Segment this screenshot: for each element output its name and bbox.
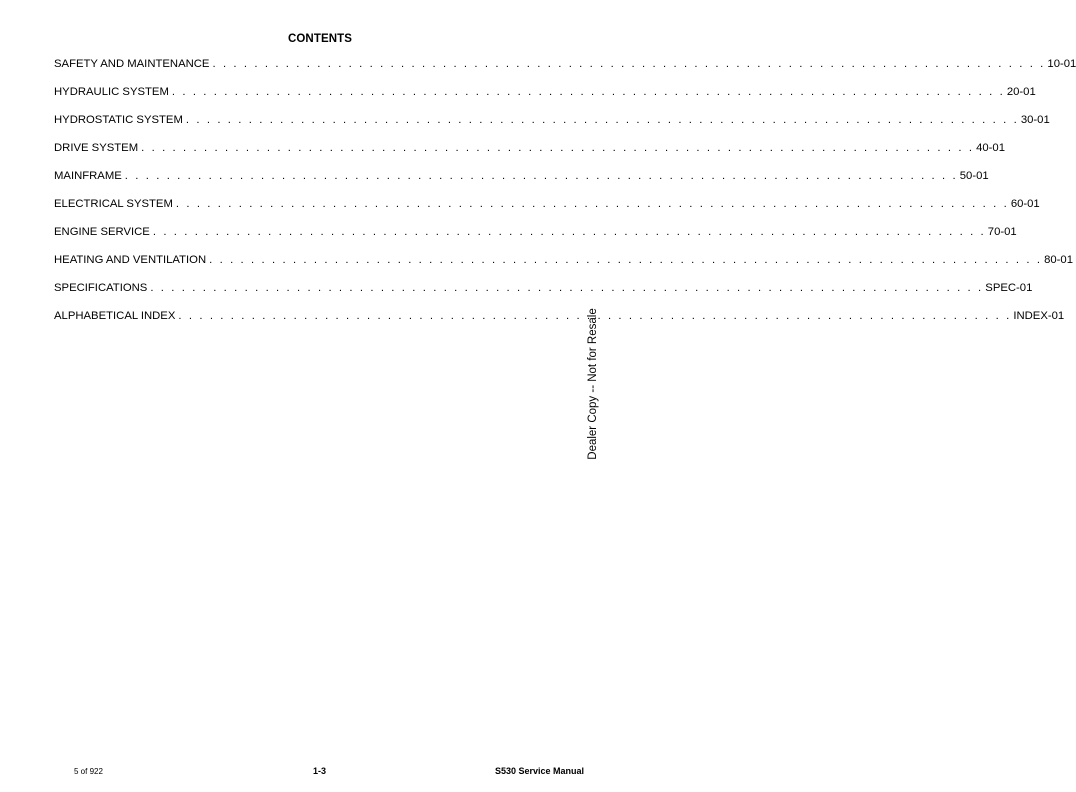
dot-leader: . . . . . . . . . . . . . . . . . . . . . . . . . . . . . . . . . . . . . . . . . . . . . . . . . . . . . . . . . . . . . . . . . . . . . . . . . . . . . . . . (124, 170, 958, 182)
toc-entry-label: MAINFRAME (54, 170, 122, 182)
table-of-contents (54, 58, 1076, 338)
toc-entry-heating-and-ventilation[interactable] (54, 254, 1073, 282)
toc-entry-page: 40-01 (976, 142, 1005, 154)
toc-entry-label: HYDROSTATIC SYSTEM (54, 114, 183, 126)
dot-leader: . . . . . . . . . . . . . . . . . . . . . . . . . . . . . . . . . . . . . . . . . . . . . . . . . . . . . . . . . . . . . . . . . . . . . . . . . . . . . . . . (185, 114, 1019, 126)
toc-entry-page: 80-01 (1044, 254, 1073, 266)
dot-leader: . . . . . . . . . . . . . . . . . . . . . . . . . . . . . . . . . . . . . . . . . . . . . . . . . . . . . . . . . . . . . . . . . . . . . . . . . . . . . . . . (209, 254, 1043, 266)
dealer-copy-watermark: Dealer Copy -- Not for Resale (587, 308, 599, 460)
toc-entry-specifications[interactable] (54, 282, 1033, 310)
toc-entry-page: 20-01 (1006, 86, 1036, 98)
toc-entry-label: HYDRAULIC SYSTEM (54, 86, 169, 98)
toc-entry-label: ELECTRICAL SYSTEM (54, 198, 173, 210)
toc-entry-hydraulic-system[interactable] (54, 86, 1036, 114)
dot-leader: . . . . . . . . . . . . . . . . . . . . . . . . . . . . . . . . . . . . . . . . . . . . . . . . . . . . . . . . . . . . . . . . . . . . . . . . . . . . . . . . (212, 58, 1046, 70)
toc-entry-hydrostatic-system[interactable] (54, 114, 1050, 142)
footer-page-count: 5 of 922 (74, 767, 103, 776)
dot-leader: . . . . . . . . . . . . . . . . . . . . . . . . . . . . . . . . . . . . . . . . . . . . . . . . . . . . . . . . . . . . . . . . . . . . . . . . . . . . . . . . (141, 142, 975, 154)
page-footer (0, 766, 612, 780)
toc-entry-page: 10-01 (1047, 58, 1076, 70)
dot-leader: . . . . . . . . . . . . . . . . . . . . . . . . . . . . . . . . . . . . . . . . . . . . . . . . . . . . . . . . . . . . . . . . . . . . . . . . . . . . . . . . (171, 86, 1005, 98)
toc-entry-alphabetical-index[interactable] (54, 310, 1065, 338)
toc-entry-label: DRIVE SYSTEM (54, 142, 139, 154)
toc-entry-engine-service[interactable] (54, 226, 1017, 254)
toc-entry-label: ENGINE SERVICE (54, 226, 150, 238)
toc-entry-drive-system[interactable] (54, 142, 1005, 170)
toc-entry-electrical-system[interactable] (54, 198, 1040, 226)
dot-leader: . . . . . . . . . . . . . . . . . . . . . . . . . . . . . . . . . . . . . . . . . . . . . . . . . . . . . . . . . . . . . . . . . . . . . . . . . . . . . . . . (178, 310, 1012, 322)
toc-entry-page: 60-01 (1010, 198, 1040, 210)
toc-entry-label: HEATING AND VENTILATION (54, 254, 207, 266)
toc-entry-page: 70-01 (987, 226, 1017, 238)
footer-manual-title: S530 Service Manual (495, 766, 585, 776)
toc-entry-safety-and-maintenance[interactable] (54, 58, 1076, 86)
toc-entry-page: 50-01 (959, 170, 989, 182)
dot-leader: . . . . . . . . . . . . . . . . . . . . . . . . . . . . . . . . . . . . . . . . . . . . . . . . . . . . . . . . . . . . . . . . . . . . . . . . . . . . . . . . (175, 198, 1009, 210)
dot-leader: . . . . . . . . . . . . . . . . . . . . . . . . . . . . . . . . . . . . . . . . . . . . . . . . . . . . . . . . . . . . . . . . . . . . . . . . . . . . . . . . (152, 226, 986, 238)
toc-entry-label: ALPHABETICAL INDEX (54, 310, 176, 322)
toc-entry-label: SPECIFICATIONS (54, 282, 148, 294)
dot-leader: . . . . . . . . . . . . . . . . . . . . . . . . . . . . . . . . . . . . . . . . . . . . . . . . . . . . . . . . . . . . . . . . . . . . . . . . . . . . . . . . (150, 282, 984, 294)
toc-entry-page: SPEC-01 (985, 282, 1033, 294)
toc-entry-page: 30-01 (1020, 114, 1050, 126)
toc-entry-page: INDEX-01 (1013, 310, 1065, 322)
toc-entry-mainframe[interactable] (54, 170, 989, 198)
page-title: CONTENTS (287, 33, 353, 45)
footer-page-number: 1-3 (313, 766, 327, 776)
toc-entry-label: SAFETY AND MAINTENANCE (54, 58, 210, 70)
